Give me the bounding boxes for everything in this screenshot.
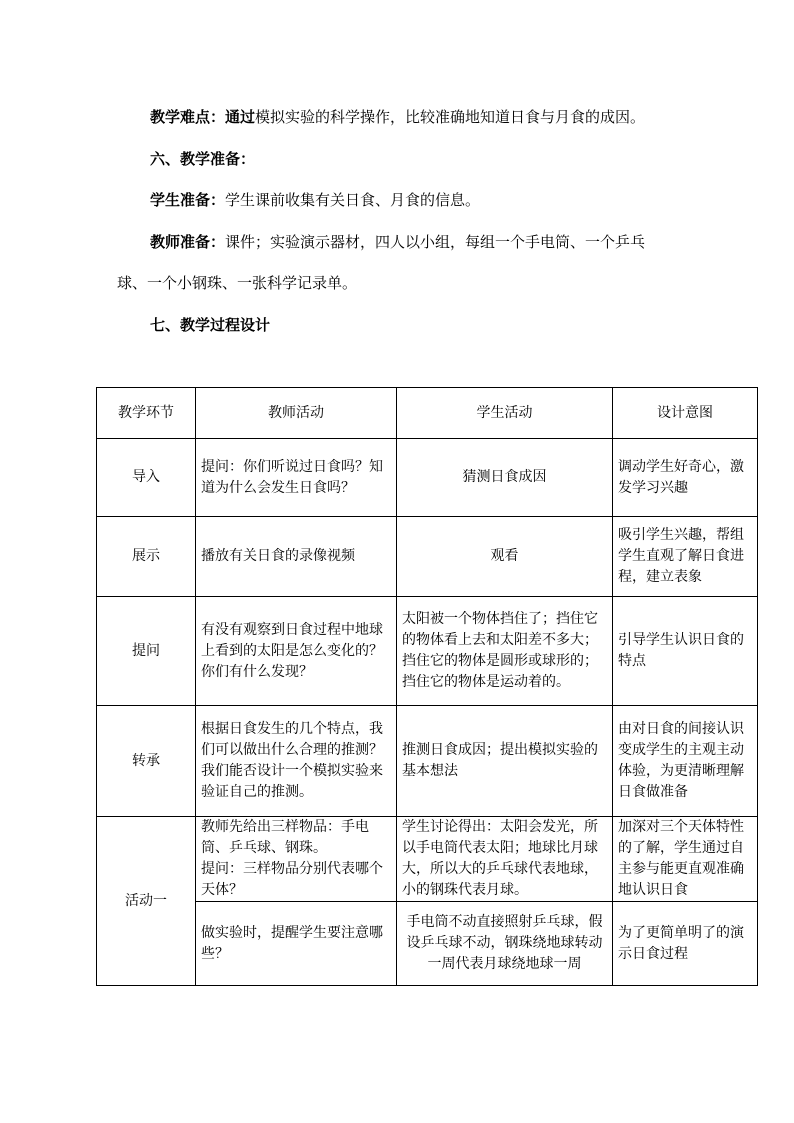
section-heading-prep: 六、教学准备：: [150, 150, 256, 168]
cell-stage: 活动一: [97, 817, 196, 986]
cell-stage: 提问: [97, 597, 196, 706]
teacher-prep-label: 教师准备：: [150, 233, 226, 251]
cell-student: 观看: [397, 517, 613, 597]
cell-student: 学生讨论得出：太阳会发光，所以手电筒代表太阳；地球比月球大，所以大的乒乓球代表地球，小的钢珠代表月球。: [397, 817, 613, 902]
cell-stage: 导入: [97, 439, 196, 517]
table-row: [97, 597, 758, 706]
table-row: [97, 817, 758, 902]
teaching-difficulty: [150, 107, 794, 127]
header-stage: 教学环节: [97, 388, 196, 439]
cell-intent: 引导学生认识日食的特点: [613, 597, 758, 706]
header-student: 学生活动: [397, 388, 613, 439]
cell-teacher: 播放有关日食的录像视频: [196, 517, 397, 597]
teacher-prep-text: 课件；实验演示器材，四人以小组，每组一个手电筒、一个乒乓: [225, 233, 646, 251]
header-teacher: 教师活动: [196, 388, 397, 439]
cell-teacher: 做实验时，提醒学生要注意哪些？: [196, 902, 397, 986]
cell-teacher: 有没有观察到日食过程中地球上看到的太阳是怎么变化的？你们有什么发现？: [196, 597, 397, 706]
difficulty-label: 教学难点：: [150, 108, 226, 126]
student-prep-label: 学生准备：: [150, 191, 226, 209]
cell-student: 太阳被一个物体挡住了；挡住它的物体看上去和太阳差不多大；挡住它的物体是圆形或球形的；挡住它的物体是运动着的。: [397, 597, 613, 706]
cell-student: 推测日食成因；提出模拟实验的基本想法: [397, 706, 613, 817]
difficulty-bold: 通过: [225, 108, 256, 126]
student-prep: [150, 190, 794, 210]
cell-student: 猜测日食成因: [397, 439, 613, 517]
cell-intent: 加深对三个天体特性的了解，学生通过自主参与能更直观准确地认识日食: [613, 817, 758, 902]
cell-stage: 转承: [97, 706, 196, 817]
table-row: [97, 902, 758, 986]
student-prep-text: 学生课前收集有关日食、月食的信息。: [225, 191, 481, 209]
teacher-prep-continued: 球、一个小钢珠、一张科学记录单。: [117, 274, 358, 292]
section-heading-process: 七、教学过程设计: [150, 316, 271, 334]
cell-teacher-line2: 提问：三样物品分别代表哪个天体？: [201, 861, 383, 898]
lesson-process-table: [96, 387, 758, 986]
teacher-prep: [150, 232, 794, 252]
cell-intent: 由对日食的间接认识变成学生的主观主动体验，为更清晰理解日食做准备: [613, 706, 758, 817]
difficulty-text: 模拟实验的科学操作，比较准确地知道日食与月食的成因。: [255, 108, 646, 126]
cell-teacher: 提问：你们听说过日食吗？知道为什么会发生日食吗？: [196, 439, 397, 517]
cell-intent: 为了更简单明了的演示日食过程: [613, 902, 758, 986]
table-row: [97, 706, 758, 817]
table-row: [97, 439, 758, 517]
cell-teacher-line1: 教师先给出三样物品：手电筒、乒乓球、钢珠。: [201, 819, 369, 856]
cell-student: 手电筒不动直接照射乒乓球，假设乒乓球不动，钢珠绕地球转动一周代表月球绕地球一周: [397, 902, 613, 986]
table-row: [97, 517, 758, 597]
cell-teacher: 根据日食发生的几个特点，我们可以做出什么合理的推测？我们能否设计一个模拟实验来验证自己的推测。: [196, 706, 397, 817]
header-intent: 设计意图: [613, 388, 758, 439]
cell-stage: 展示: [97, 517, 196, 597]
table-header-row: [97, 388, 758, 439]
cell-intent: 调动学生好奇心，激发学习兴趣: [613, 439, 758, 517]
cell-teacher: [196, 817, 397, 902]
cell-intent: 吸引学生兴趣，帮组学生直观了解日食进程，建立表象: [613, 517, 758, 597]
